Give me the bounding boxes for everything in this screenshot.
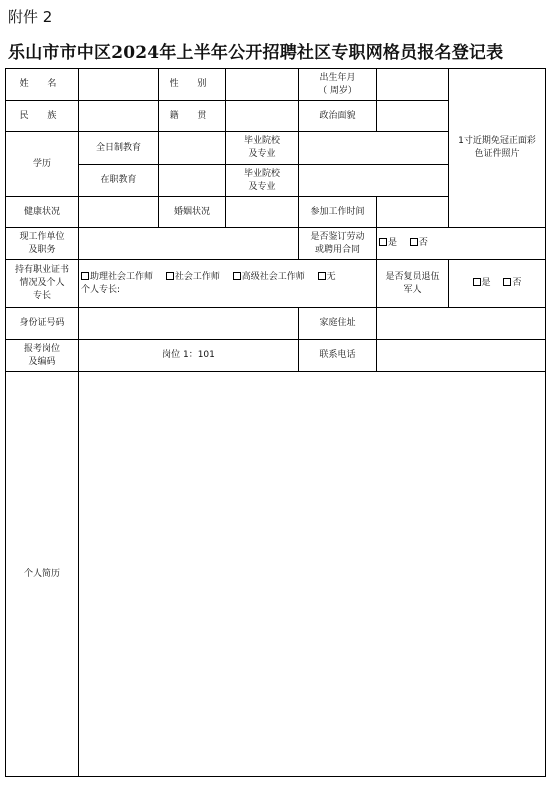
veteran-yes-option[interactable]: 是 bbox=[473, 278, 491, 288]
parttime-school-label: 毕业院校 及专业 bbox=[226, 165, 299, 197]
marital-label: 婚姻状况 bbox=[159, 197, 226, 228]
birth-label: 出生年月 （ 周岁） bbox=[299, 69, 377, 101]
resume-label: 个人简历 bbox=[6, 372, 79, 777]
cert-assistant-option[interactable]: 助理社会工作师 bbox=[81, 272, 153, 282]
cert-none-option[interactable]: 无 bbox=[318, 272, 336, 282]
photo-label: 1寸近期免冠正面彩色证件照片 bbox=[458, 136, 536, 159]
contract-no-option[interactable]: 否 bbox=[410, 238, 428, 248]
phone-field[interactable] bbox=[377, 340, 546, 372]
post-label: 报考岗位 及编码 bbox=[6, 340, 79, 372]
contract-yes-option[interactable]: 是 bbox=[379, 238, 397, 248]
checkbox-icon bbox=[379, 238, 387, 246]
political-status-label: 政治面貌 bbox=[299, 101, 377, 132]
certificate-label: 持有职业证书 情况及个人 专长 bbox=[6, 260, 79, 308]
photo-area[interactable] bbox=[449, 69, 546, 228]
health-field[interactable] bbox=[79, 197, 159, 228]
name-field[interactable] bbox=[79, 69, 159, 101]
marital-field[interactable] bbox=[226, 197, 299, 228]
checkbox-icon bbox=[81, 272, 89, 280]
native-place-field[interactable] bbox=[226, 101, 299, 132]
checkbox-icon bbox=[318, 272, 326, 280]
veteran-label: 是否复员退伍 军人 bbox=[377, 260, 449, 308]
ethnicity-label: 民 族 bbox=[6, 101, 79, 132]
fulltime-education-field[interactable] bbox=[159, 132, 226, 165]
political-status-field[interactable] bbox=[377, 101, 449, 132]
checkbox-icon bbox=[166, 272, 174, 280]
post-value[interactable]: 岗位 1：101 bbox=[79, 340, 299, 372]
current-unit-label: 现工作单位 及职务 bbox=[6, 228, 79, 260]
attachment-label: 附件 2 bbox=[8, 8, 53, 26]
checkbox-icon bbox=[233, 272, 241, 280]
resume-field[interactable] bbox=[79, 372, 546, 777]
checkbox-icon bbox=[410, 238, 418, 246]
native-place-label: 籍 贯 bbox=[159, 101, 226, 132]
phone-label: 联系电话 bbox=[299, 340, 377, 372]
fulltime-school-field[interactable] bbox=[299, 132, 449, 165]
parttime-education-label: 在职教育 bbox=[79, 165, 159, 197]
contract-options bbox=[377, 228, 546, 260]
registration-form-table bbox=[5, 68, 546, 777]
name-label: 姓 名 bbox=[6, 69, 79, 101]
veteran-options bbox=[449, 260, 546, 308]
current-unit-field[interactable] bbox=[79, 228, 299, 260]
gender-label: 性 别 bbox=[159, 69, 226, 101]
fulltime-education-label: 全日制教育 bbox=[79, 132, 159, 165]
id-number-label: 身份证号码 bbox=[6, 308, 79, 340]
id-number-field[interactable] bbox=[79, 308, 299, 340]
parttime-school-field[interactable] bbox=[299, 165, 449, 197]
fulltime-school-label: 毕业院校 及专业 bbox=[226, 132, 299, 165]
checkbox-icon bbox=[503, 278, 511, 286]
ethnicity-field[interactable] bbox=[79, 101, 159, 132]
certificate-options bbox=[79, 260, 377, 308]
cert-senior-option[interactable]: 高级社会工作师 bbox=[233, 272, 305, 282]
address-field[interactable] bbox=[377, 308, 546, 340]
health-label: 健康状况 bbox=[6, 197, 79, 228]
education-label: 学历 bbox=[6, 132, 79, 197]
specialty-label: 个人专长: bbox=[81, 284, 121, 295]
contract-label: 是否鉴订劳动 或聘用合同 bbox=[299, 228, 377, 260]
parttime-education-field[interactable] bbox=[159, 165, 226, 197]
cert-social-worker-option[interactable]: 社会工作师 bbox=[166, 272, 220, 282]
gender-field[interactable] bbox=[226, 69, 299, 101]
birth-field[interactable] bbox=[377, 69, 449, 101]
work-start-field[interactable] bbox=[377, 197, 449, 228]
checkbox-icon bbox=[473, 278, 481, 286]
form-title: 乐山市市中区2024年上半年公开招聘社区专职网格员报名登记表 bbox=[8, 43, 504, 63]
work-start-label: 参加工作时间 bbox=[299, 197, 377, 228]
address-label: 家庭住址 bbox=[299, 308, 377, 340]
veteran-no-option[interactable]: 否 bbox=[503, 278, 521, 288]
